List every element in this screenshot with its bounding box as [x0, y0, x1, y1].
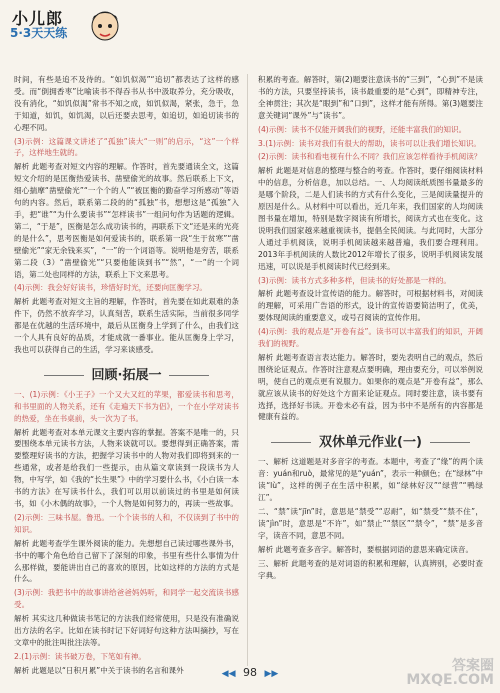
next-arrow-icon: ▶▶ [264, 669, 279, 679]
right-answer-1: (4)示例：读书不仅能开阔我们的视野，还能丰富我们的知识。 [258, 124, 467, 134]
prev-arrow-icon: ◀◀ [221, 669, 236, 679]
left-paragraph-1: 时间，有些是追不及待的。“如饥似渴”“追切”都表达了这样的感受。而“倒拥香枣”比喻读书不得吞书从书中汲取养分，充分吸收，没有消化，“如饥似渴”常书不知之成，如饥似渴，紧张，急于，急于知道，如饥，如饥渴，以后还要去思考，如追切，如追切读书的心理不同。 [14, 75, 239, 132]
left-analysis-1: 解析 此题考查对短文内容的理解。作答时，首先要通读全文，这篇短文介绍的是匡衡热爱读书、凿壁偷光的故事。然后联系上下文，细心揣摩“凿壁偷光”“一个个的人”“被匡衡的勤奋学习所感动”等语句的内容。然后，联系第二段的的“孤独”书，想想这是“孤独”入手，把“谁”“为什么要读书”“怎样读书”一组问句作为话题的逻辑。第二，“于是”，医衡是怎么成功读书的，再联系下文“还是来的光亮的是什么”，思考医衡是如何爱读书的，联系第一段“生于贫寒”“凿壁偷光”“家无余钱来买”，“一”的一个词语等。说明他是穷苦，联系第二段（3）“凿壁偷光”“只要他能读到书”“然”，“一”的一个词语，第二处也同样的方法，联系上下文来思考。 [14, 162, 239, 279]
left-analysis-3: 解析 此题考查对本单元课文主要内容的掌握。答案不是唯一的，只要围绕本单元读书方法，人物来谈就可以。要想得到正确答案，需要整理好读书的方法，把握学习读书中的人物对我们即将到来的一些通常，或者是给我们一些提示，由从篇文章读到一段读书为人物，中写学，如《我的“长生果”》中的学习要什么书，《小白读一本书的方法》在写读书什么，我们可以用以前读过的书里是如何读书，如《小木偶的故事》，一个人物是如何努力的，再读一些故事。 [14, 427, 239, 508]
right-analysis-1: 解析 此题是对信息的整理与整合的考查。作答时，要仔细阅读材料中的信息，分析信息，加以总结。一、人均阅读纸质图书量最多的是哪个阶段，二是人们读书的方式有什么变化，三是阅读量提升的原因是什么。从材料中可以看出，近几年来，我们国家的人均阅读图书量在增加，特别是数字阅读有所增长，阅读方式也在变化。这说明我们国家越来越重视读书，提倡全民阅读。与此同时，大部分人通过手机阅读，说明手机阅读越来越普遍，我们要合理利用。2013年手机阅读的人数比2012年增长了很多，说明手机阅读发展迅速，可以说是手机阅读时代已经到来。 [258, 166, 483, 271]
right-analysis-5: 解析 此题考查多音字。解答时，要根据词语的意思来确定读音。 [258, 544, 474, 554]
right-answer-4: (3)示例：读书方式多种多样，但读书的好处都是一样的。 [258, 275, 452, 285]
left-column [14, 74, 239, 679]
watermark-logo: 答案圈 MXQE.COM [406, 658, 494, 688]
right-paragraph-1: 积累的考查。解答时，第(2)题要注意读书的“三到”，“心到”不是读书的方法，只要坚持读书，读书最重要的是“心到”，即精神专注，全神贯注；其次是“眼到”和“口到”，这样才能有所得。第(3)题要注意关键词“课外”与“读书”。 [258, 75, 483, 120]
right-analysis-6: 三、解析 此题考查的是对词语的积累和理解，认真辨别，必要时查字典。 [258, 558, 483, 580]
left-answer-review-4: 2.(1)示例：读书破万卷，下笔如有神。 [14, 651, 146, 661]
cartoon-boy-icon [86, 4, 124, 44]
left-analysis-4: 解析 此题考查学生课外阅读的能力。先想想自己读过哪些课外书，书中的哪个角色给自己留下了深刻的印象，书里有些什么事情为什么那样做，要能讲出自己的喜欢的原因，比如这样的方法的方式是什么。 [14, 538, 239, 584]
section-title-weekend: 双休单元作业(一) [258, 431, 483, 450]
left-analysis-6: 解析 此题是以“日积月累”中关于读书的名言和课外 [14, 665, 184, 675]
left-analysis-2: 解析 此题考查对短文主旨的理解，作答时，首先要在如此艰难的条件下，仍然不放弃学习，认真刻苦，联系生活实际，当前很多同学都是在优越的生活环境中，最后从匡衡身上学到了什么，由我们这一个人具有良好的品质，才能成就一番事业。能从匡衡身上学习，我也可以获得自己的生活，学习来谈感受。 [14, 297, 239, 354]
left-answer-review-1: 一、(1)示例：《小王子》一个又大又红的苹果，都爱读书和思考，和书里面的人物关系，还有《走遍天下书为侣》，一个在小学对读书的热爱，坐在书桌前，头一次为了书。 [14, 389, 239, 423]
right-column [258, 74, 483, 583]
left-answer-3: (3)示例：这篇课文讲述了“孤独”读大“一则”的启示，“这”一个样子，这样地生就的。 [14, 136, 239, 158]
logo-title: 小儿郎 [12, 9, 64, 28]
section-title-review: 回顾·拓展一 [14, 364, 239, 383]
right-answer-5: (4)示例：我的观点是“开卷有益”。读书可以丰富我们的知识，开阔我们的视野。 [258, 327, 483, 349]
left-answer-4: (4)示例：我会好好读书，珍惜好时光，还要向匡衡学习。 [14, 283, 208, 293]
right-answer-2: 3.(1)示例：读书对我们有很大的帮助，读书可以让我们增长知识。 [258, 138, 482, 148]
left-answer-review-3: (3)示例：我把书中的故事讲给爸爸妈妈听，和同学一起交流读书感受。 [14, 588, 239, 610]
left-answer-review-2: (2)示例：三味书屋。鲁迅。一个个读书的人和，不仅读到了书中的知识。 [14, 512, 239, 534]
page-number: 98 [243, 666, 257, 679]
right-answer-3: (2)示例：读书和看电视有什么不同？我们应该怎样看待手机阅读？ [258, 152, 482, 162]
right-analysis-4: 一、解析 这道题是对多音字的考查。本题中，考查了“缘”的两个读音：yuán和ruò，最常见的是“yuán”，表示一种颜色；在“绿林”中读“lù”，这样的例子在生活中积累，如“绿林好汉”“绿营”“鸭绿江”。 [258, 457, 483, 503]
logo-subtitle: 5·3天天练 [10, 26, 68, 40]
logo [6, 4, 126, 40]
left-analysis-5: 解析 其实这几种做读书笔记的方法我们经常使用，只是没有准确说出方法的名字。比如在读书时记下好词好句这种方法叫摘抄，写在文章中的批注叫批注法等。 [14, 614, 239, 647]
column-divider [247, 74, 248, 666]
right-analysis-2: 解析 此题考查设计宣传语的能力。解答时，可根据材料书，对阅读的理解，可采用广告语的形式，设计的宣传语要简洁明了，优美，要体现阅读的重要意义，或号召阅读的宣传作用。 [258, 289, 483, 323]
right-answer-6: 二、“禁”读“jīn”时，意思是“禁受”“忍耐”，如“禁受”“禁不住”，读“jìn”时，意思是“不许”，如“禁止”“禁区”“禁令”，“禁”是多音字，读音不同，意思不同。 [258, 507, 483, 540]
right-analysis-3: 解析 此题考查语言表达能力。解答时，要先表明自己的观点，然后围绕论证观点。作答时注意观点要明确，理由要充分，可以举例说明，使自己的观点更有说服力。如果你的观点是“开卷有益”，那么就应该从读书的好处这个方面来论证观点。同时要注意，读书要有选择，选择好书读。开卷未必有益，因为书中不是所有的内容都是健康有益的。 [258, 352, 483, 422]
